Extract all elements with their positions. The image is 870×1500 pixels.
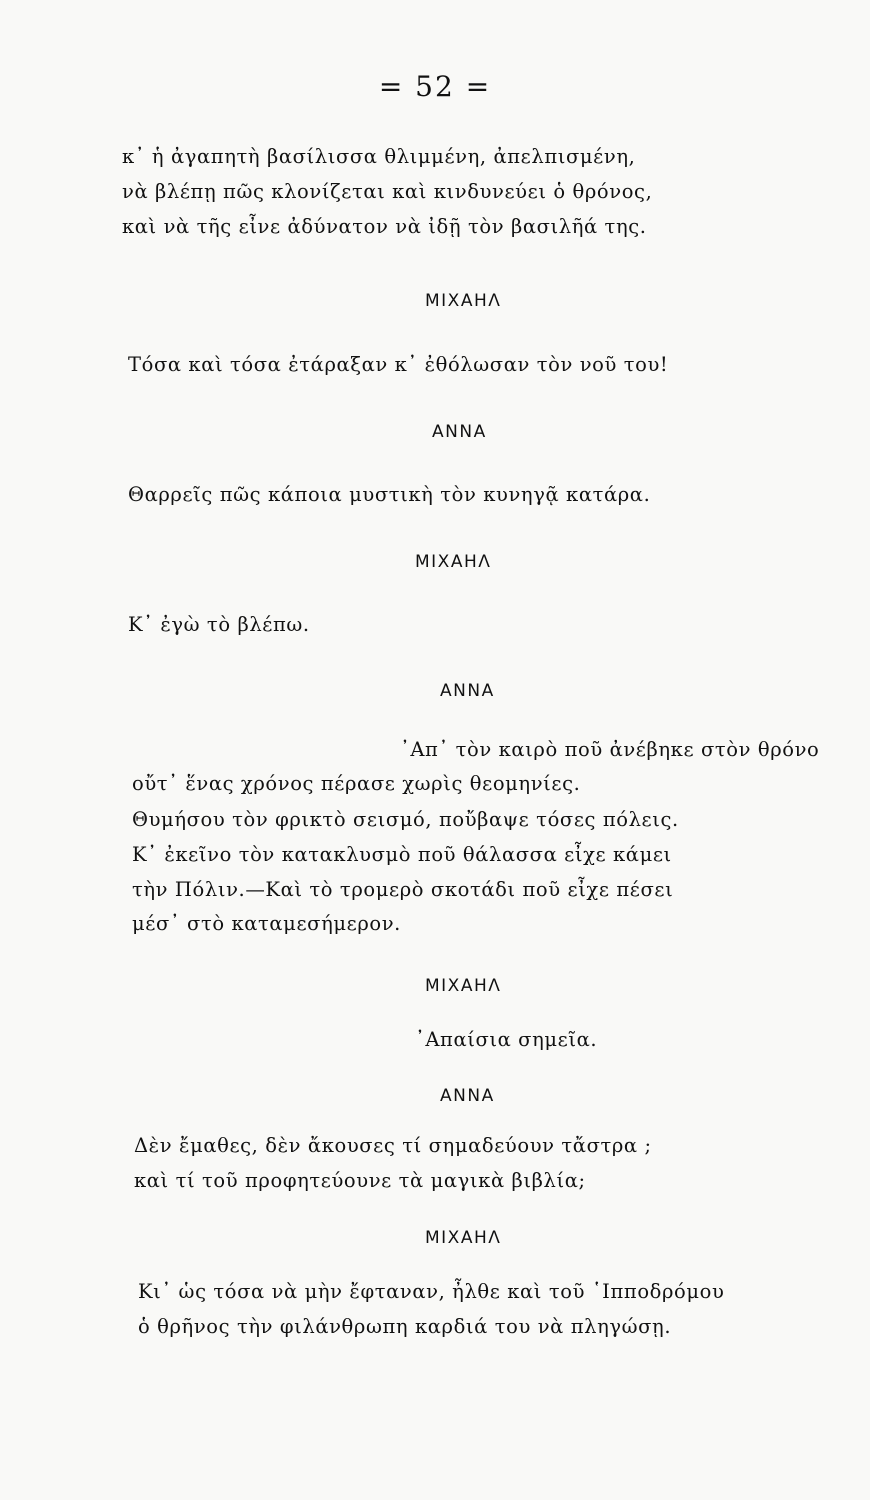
- speaker-name: ΜΙΧΑΗΛ: [425, 291, 502, 311]
- verse-line: οὔτ᾽ ἕνας χρόνος πέρασε χωρὶς θεομηνίες.: [132, 772, 581, 795]
- speaker-name: ΜΙΧΑΗΛ: [425, 976, 502, 996]
- speaker-name: ΑΝΝΑ: [440, 681, 495, 701]
- verse-line: Θυμήσου τὸν φρικτὸ σεισμό, ποὔβαψε τόσες πόλεις.: [132, 808, 679, 831]
- verse-line: καὶ τί τοῦ προφητεύουνε τὰ μαγικὰ βιβλία;: [134, 1169, 586, 1192]
- verse-line: ᾽Απαίσια σημεῖα.: [415, 1028, 598, 1051]
- verse-line: μέσ᾽ στὸ καταμεσήμερον.: [132, 912, 401, 935]
- verse-line: Κι᾽ ὡς τόσα νὰ μὴν ἔφταναν, ἦλθε καὶ τοῦ ῾Ιπποδρόμου: [138, 1280, 725, 1303]
- verse-line: ὁ θρῆνος τὴν φιλάνθρωπη καρδιά του νὰ πληγώσῃ.: [138, 1315, 672, 1338]
- verse-line: Κ᾽ ἐγὼ τὸ βλέπω.: [128, 613, 310, 636]
- verse-line: Δὲν ἔμαθες, δὲν ἄκουσες τί σημαδεύουν τἄστρα ;: [134, 1134, 652, 1157]
- verse-line: Τόσα καὶ τόσα ἐτάραξαν κ᾽ ἐθόλωσαν τὸν νοῦ του!: [128, 353, 669, 376]
- verse-line: ᾽Απ᾽ τὸν καιρὸ ποῦ ἀνέβηκε στὸν θρόνο: [400, 738, 820, 761]
- speaker-name: ΜΙΧΑΗΛ: [415, 552, 492, 572]
- verse-line: καὶ νὰ τῆς εἶνε ἀδύνατον νὰ ἰδῇ τὸν βασιλῆά της.: [122, 215, 647, 238]
- page-number: = 52 =: [378, 70, 492, 103]
- speaker-name: ΜΙΧΑΗΛ: [425, 1228, 502, 1248]
- verse-line: τὴν Πόλιν.—Καὶ τὸ τρομερὸ σκοτάδι ποῦ εἶχε πέσει: [132, 878, 674, 901]
- verse-line: κ᾽ ἡ ἀγαπητὴ βασίλισσα θλιμμένη, ἀπελπισμένη,: [122, 145, 636, 168]
- speaker-name: ΑΝΝΑ: [440, 1086, 495, 1106]
- verse-line: νὰ βλέπῃ πῶς κλονίζεται καὶ κινδυνεύει ὁ θρόνος,: [122, 180, 653, 203]
- verse-line: Κ᾽ ἐκεῖνο τὸν κατακλυσμὸ ποῦ θάλασσα εἶχε κάμει: [132, 843, 672, 866]
- verse-line: Θαρρεῖς πῶς κάποια μυστικὴ τὸν κυνηγᾷ κατάρα.: [128, 483, 651, 506]
- speaker-name: ΑΝΝΑ: [432, 422, 487, 442]
